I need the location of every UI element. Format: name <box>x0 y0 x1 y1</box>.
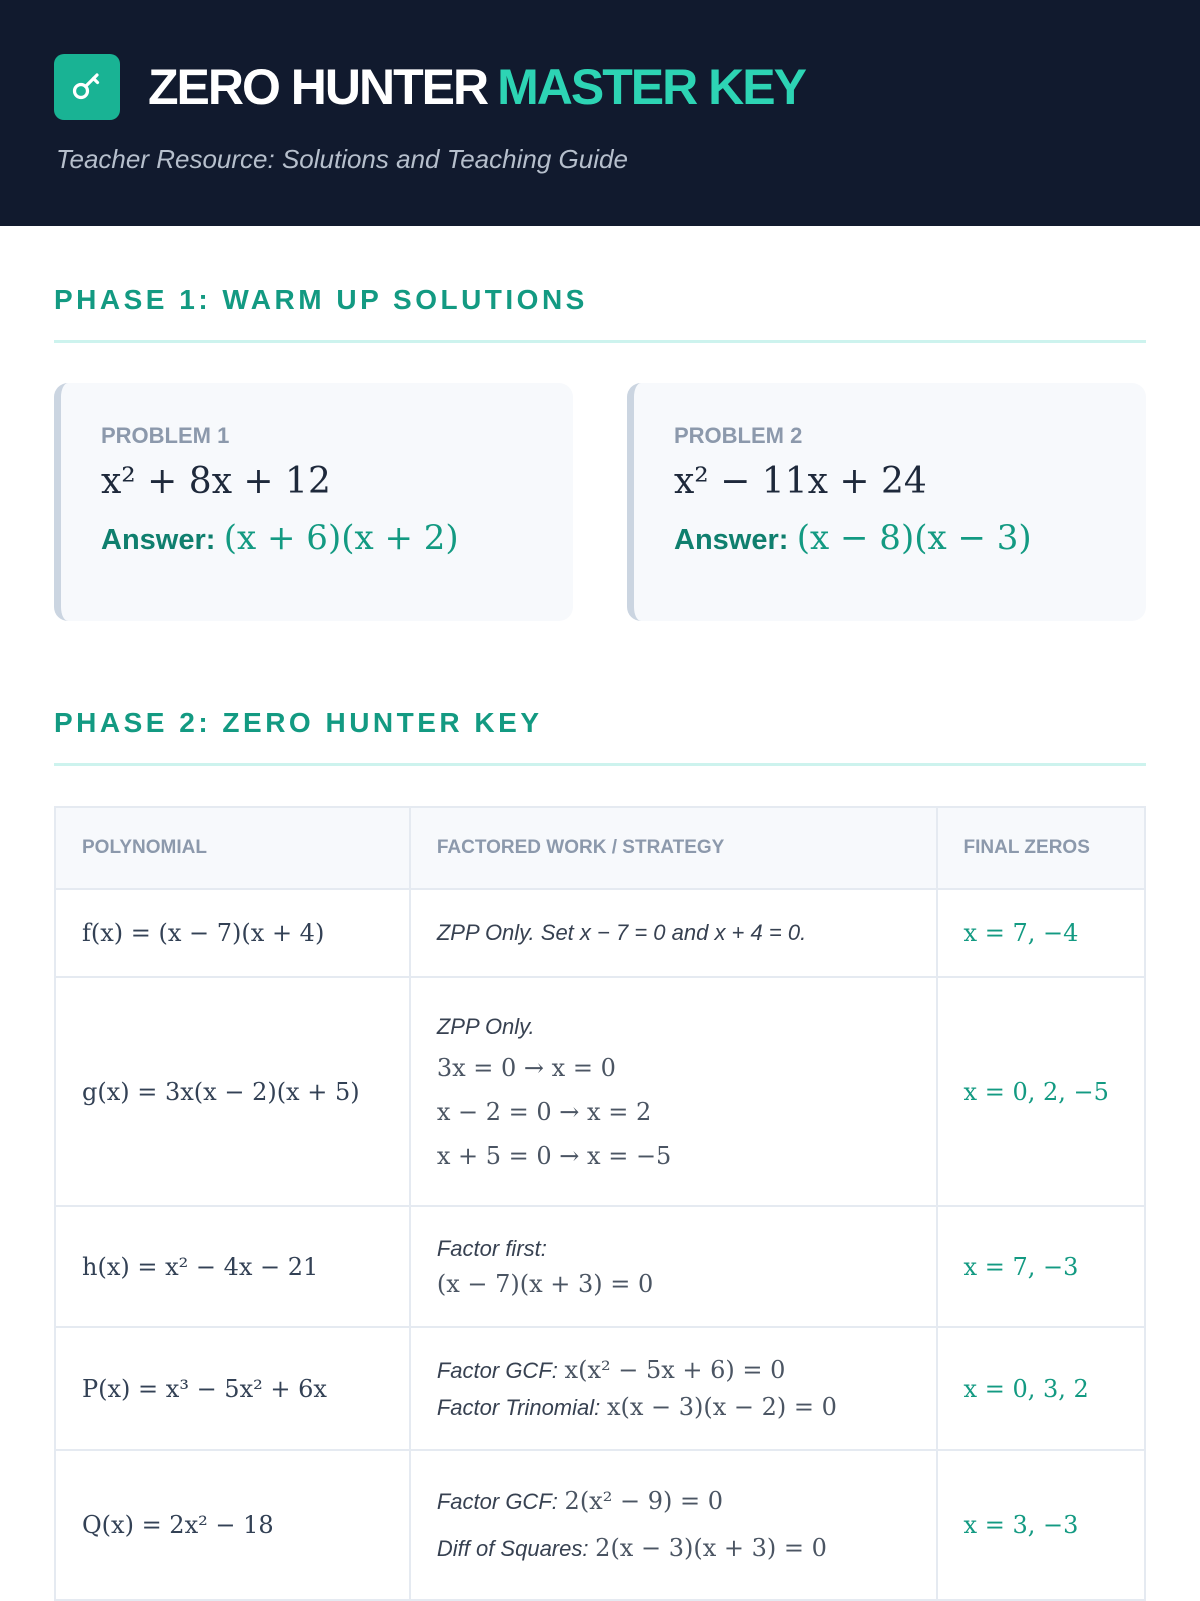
work-line-math: 2(x − 3)(x + 3) = 0 <box>595 1534 827 1562</box>
column-header-polynomial: POLYNOMIAL <box>55 807 410 889</box>
work-line-label: Factor Trinomial: <box>436 1394 601 1420</box>
table-header-row <box>55 807 1145 889</box>
zeros-cell: x = 3, −3 <box>937 1450 1145 1600</box>
work-line-math: x(x − 3)(x − 2) = 0 <box>606 1392 837 1421</box>
work-cell <box>410 889 937 977</box>
work-line <box>437 1534 910 1563</box>
zeros-cell: x = 0, 2, −5 <box>937 977 1145 1206</box>
table-row <box>55 1450 1145 1600</box>
answer-value: (x + 6)(x + 2) <box>223 518 459 558</box>
work-step: x − 2 = 0 → x = 2 <box>436 1097 652 1126</box>
polynomial-cell: h(x) = x² − 4x − 21 <box>55 1206 410 1327</box>
phase-1-heading: PHASE 1: WARM UP SOLUTIONS <box>54 226 1146 343</box>
phase-2-section <box>54 621 1146 1601</box>
answer-label: Answer: <box>101 524 216 556</box>
zeros-cell: x = 0, 3, 2 <box>937 1327 1145 1450</box>
work-note: ZPP Only. <box>436 1013 535 1039</box>
table-row <box>55 1206 1145 1327</box>
page-subtitle: Teacher Resource: Solutions and Teaching Guide <box>56 144 628 174</box>
work-cell <box>410 1450 937 1600</box>
column-header-work: FACTORED WORK / STRATEGY <box>410 807 937 889</box>
problem-answer <box>101 518 573 558</box>
work-line-label: Factor GCF: <box>436 1489 558 1514</box>
problem-expression: x² − 11x + 24 <box>674 461 927 502</box>
problem-answer <box>674 518 1146 558</box>
problem-label: PROBLEM 2 <box>674 423 803 448</box>
page-header <box>0 0 1200 226</box>
table-row <box>55 1327 1145 1450</box>
polynomial-cell: g(x) = 3x(x − 2)(x + 5) <box>55 977 410 1206</box>
polynomial-cell: P(x) = x³ − 5x² + 6x <box>55 1327 410 1450</box>
work-step: (x − 7)(x + 3) = 0 <box>436 1269 654 1298</box>
title-part-1: ZERO HUNTER <box>148 59 488 115</box>
polynomial-cell: Q(x) = 2x² − 18 <box>55 1450 410 1600</box>
page-title <box>148 58 805 116</box>
problem-label: PROBLEM 1 <box>101 423 230 448</box>
phase-1-section <box>54 226 1146 621</box>
work-step: 3x = 0 → x = 0 <box>436 1053 616 1082</box>
table-row <box>55 889 1145 977</box>
work-line <box>437 1487 910 1516</box>
title-part-2: MASTER KEY <box>497 59 805 115</box>
work-cell <box>410 1206 937 1327</box>
problem-expression: x² + 8x + 12 <box>101 461 331 502</box>
work-line-math: x(x² − 5x + 6) = 0 <box>564 1355 786 1384</box>
column-header-zeros: FINAL ZEROS <box>937 807 1145 889</box>
zeros-cell: x = 7, −3 <box>937 1206 1145 1327</box>
answer-label: Answer: <box>674 524 789 556</box>
zeros-cell: x = 7, −4 <box>937 889 1145 977</box>
work-note: Factor first: <box>436 1235 547 1261</box>
answer-value: (x − 8)(x − 3) <box>796 518 1032 558</box>
work-line-label: Diff of Squares: <box>436 1536 589 1561</box>
work-line <box>437 1356 910 1385</box>
work-cell <box>410 977 937 1206</box>
work-cell <box>410 1327 937 1450</box>
key-icon <box>69 67 105 108</box>
work-line-math: 2(x² − 9) = 0 <box>564 1487 723 1515</box>
work-note: ZPP Only. Set x − 7 = 0 and x + 4 = 0. <box>436 920 807 945</box>
table-row <box>55 977 1145 1206</box>
problem-card-1 <box>54 383 573 621</box>
polynomial-cell: f(x) = (x − 7)(x + 4) <box>55 889 410 977</box>
zero-hunter-key-table <box>54 806 1146 1601</box>
phase-2-heading: PHASE 2: ZERO HUNTER KEY <box>54 621 1146 766</box>
logo-badge <box>54 54 120 120</box>
work-line <box>437 1393 910 1422</box>
work-line-label: Factor GCF: <box>436 1357 558 1383</box>
problem-card-2 <box>627 383 1146 621</box>
work-step: x + 5 = 0 → x = −5 <box>436 1141 672 1170</box>
